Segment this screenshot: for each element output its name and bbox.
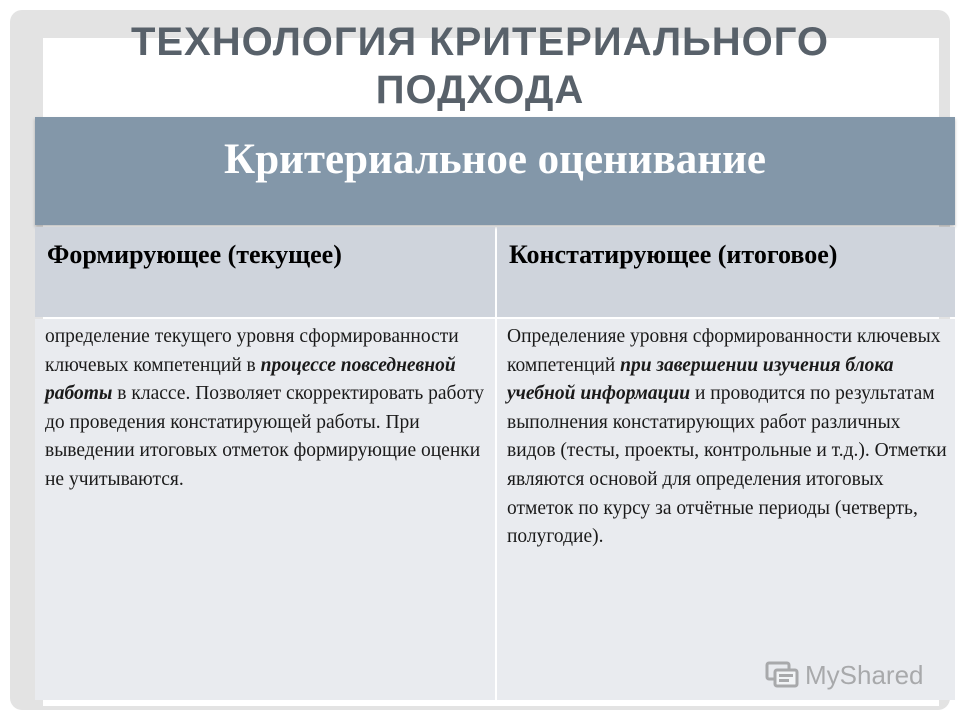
- column-heading-formative-text: Формирующее (текущее): [47, 240, 342, 269]
- body-text-run: Определенияе уровня сформированности ключевых компетенций: [507, 326, 941, 376]
- column-heading-summative: [497, 227, 955, 317]
- formative-description: [45, 323, 489, 495]
- body-text-run: в классе. Позволяет скорректировать работу до проведения констатирующей работы. При выведении итоговых отметок формирующие оценки не учитываются.: [45, 383, 484, 490]
- myshared-watermark-text: MyShared: [805, 659, 924, 690]
- slide-title: [40, 18, 920, 114]
- criteria-table: [35, 117, 955, 700]
- slide-title-line-1: ТЕХНОЛОГИЯ КРИТЕРИАЛЬНОГО: [130, 20, 830, 64]
- column-heading-summative-text: Констатирующее (итоговое): [509, 240, 838, 269]
- summative-description: [507, 323, 949, 552]
- myshared-logo-icon: [765, 660, 799, 690]
- table-header-title: Критериальное оценивание: [224, 136, 766, 183]
- slide-title-line-2: ПОДХОДА: [375, 68, 585, 112]
- table-cell-formative: [35, 319, 495, 700]
- emphasized-text: при завершении изучения блока учебной информации: [507, 354, 894, 405]
- table-header-row: [35, 117, 955, 225]
- body-text-run: определение текущего уровня сформированности ключевых компетенций в: [45, 326, 459, 376]
- table-cell-summative: [497, 319, 955, 700]
- emphasized-text: процессе повседневной работы: [45, 354, 456, 405]
- body-text-run: и проводится по результатам выполнения констатирующих работ различных видов (тесты, проекты, контрольные и т.д.). Отметки являются основой для определения итоговых отметок по курсу за отчётные периоды (четверть, полугодие).: [507, 383, 947, 548]
- myshared-watermark: [765, 655, 924, 695]
- column-heading-formative: [35, 227, 495, 317]
